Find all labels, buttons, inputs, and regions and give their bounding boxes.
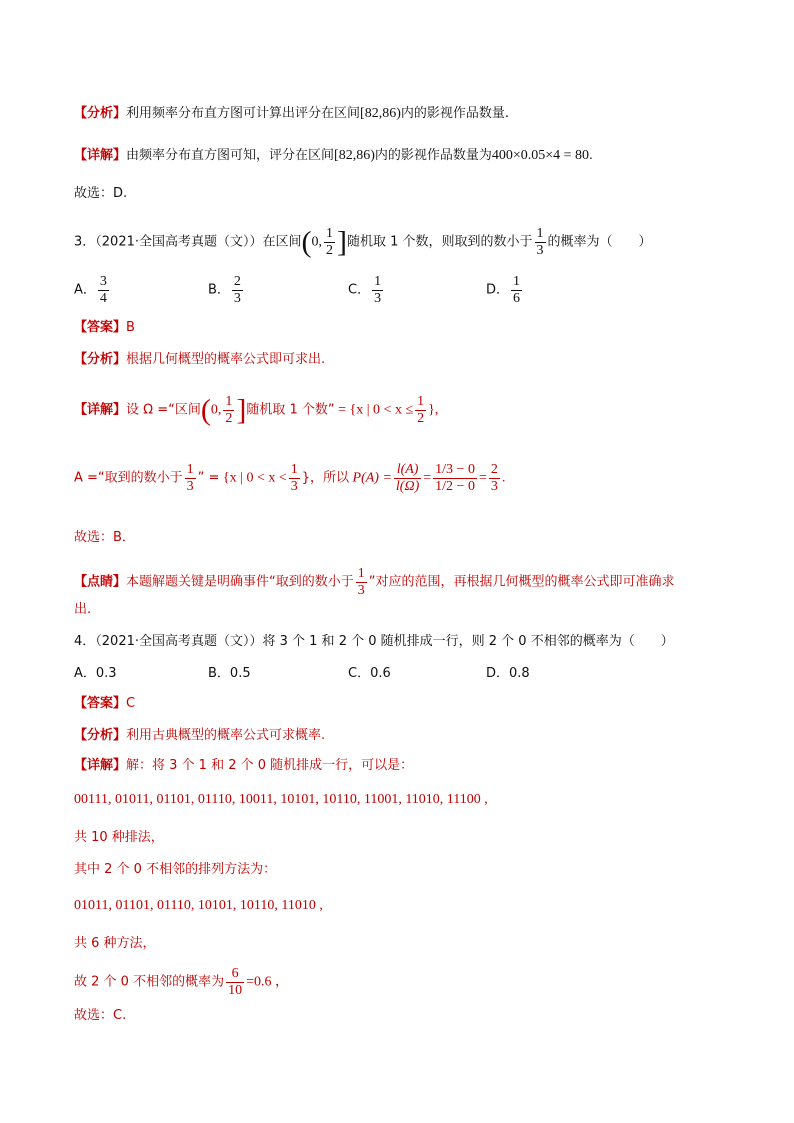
q4-total: 共 10 种排法，: [74, 830, 164, 845]
q3-option-a: [74, 274, 111, 307]
q3-detail-2: A =“取到的数小于 $\frac{1}{3}$ ” = {x | 0 < x < $\frac{1}{3}$ }，所以 P(A) = $\frac{l(A)}{l(\Omega)}$ = $\frac{1/3 - 0}{1/2 - 0}$ = $\frac{2}{3}$ .: [74, 462, 506, 494]
analysis-text-end: 内的影视作品数量.: [400, 106, 509, 121]
q4-detail: [74, 756, 413, 776]
detail-tag: 【详解】: [74, 148, 127, 163]
frac-num: 2: [233, 274, 241, 289]
detail-tag: 【详解】: [74, 402, 127, 418]
detail-math: 400×0.05×4 = 80: [491, 148, 590, 163]
option-label: A．: [74, 666, 96, 681]
q4-analysis: [74, 726, 325, 746]
option-label: B．: [208, 282, 230, 298]
q4-list-ok: 01011, 01101, 01110, 10101, 10110, 11010 ,: [74, 898, 323, 913]
choose-p1: 故选：D.: [74, 186, 128, 201]
q3-stem-c: 的概率为（ ）: [547, 234, 652, 250]
option-frac: [98, 274, 109, 307]
point-text-b: ”对应的范围，再根据几何概型的概率公式即可准确求: [368, 574, 675, 590]
analysis-tag: 【分析】: [74, 728, 127, 743]
q4-option-b: [208, 662, 251, 681]
frac-den: 3: [290, 479, 298, 494]
bracket-right: ]: [337, 225, 347, 259]
frac-num: l(A): [396, 462, 419, 477]
answer-tag: 【答案】: [74, 320, 127, 335]
event-def-b: ” =: [197, 470, 220, 486]
detail-line-p1: [74, 146, 593, 166]
option-frac: [372, 274, 383, 307]
q4-option-a: [74, 662, 117, 681]
paren-left: (: [301, 225, 312, 259]
option-value: 0.6: [370, 666, 391, 681]
option-label: A．: [74, 282, 96, 298]
answer-value: B: [126, 320, 135, 335]
result-end: .: [501, 470, 506, 486]
interval-left: 0,: [210, 402, 222, 418]
q3-analysis: [74, 350, 325, 370]
analysis-tag: 【分析】: [74, 106, 127, 121]
option-label: C．: [348, 666, 371, 681]
half-frac: [223, 394, 234, 427]
q3-option-d: [486, 274, 524, 307]
frac-num: 1: [417, 394, 425, 409]
frac-den: 3: [357, 583, 365, 598]
frac-num: 1: [186, 462, 194, 477]
frac-num: 1: [357, 566, 365, 581]
q3-answer: [74, 318, 135, 338]
half-frac: [415, 394, 426, 427]
frac-num: 1: [290, 462, 298, 477]
q3-half-frac: [324, 226, 335, 259]
option-value: 0.8: [509, 666, 530, 681]
analysis-text: 利用频率分布直方图可计算出评分在区间: [126, 106, 361, 121]
frac-num: 1/3 − 0: [435, 462, 475, 477]
compound-frac: [433, 462, 477, 495]
frac-num: 2: [490, 462, 498, 477]
point-text: 本题解题关键是明确事件“取到的数小于: [126, 574, 354, 590]
set-end: }，所以: [301, 470, 350, 486]
analysis-text: 根据几何概型的概率公式即可求出.: [126, 352, 326, 367]
length-ratio: [394, 462, 421, 495]
q3-option-b: [208, 274, 245, 307]
detail-end: .: [589, 148, 593, 163]
frac-den: 6: [513, 291, 521, 306]
frac-num: 3: [99, 274, 107, 289]
q4-answer: [74, 694, 135, 714]
frac-den: 2: [225, 411, 233, 426]
q4-prob: [74, 966, 289, 999]
frac-den: 10: [228, 983, 243, 998]
q3-stem: [74, 226, 652, 259]
q4-option-d: [486, 662, 530, 681]
prob-result: =0.6 ，: [246, 974, 289, 990]
set-expr: = {x | 0 < x ≤: [338, 402, 414, 418]
q3-stem-b: 随机取 1 个数，则取到的数小于: [347, 234, 533, 250]
q3-detail-1: [74, 394, 438, 427]
detail-text: 设 Ω =“区间: [126, 402, 201, 418]
frac-den: 3: [233, 291, 241, 306]
q3-point: [74, 566, 675, 599]
frac-num: 6: [231, 966, 239, 981]
detail-tag: 【详解】: [74, 758, 127, 773]
q4-stem: 4．（2021·全国高考真题（文））将 3 个 1 和 2 个 0 随机排成一行，则 2 个 0 不相邻的概率为（ ）: [74, 634, 674, 649]
analysis-text: 利用古典概型的概率公式可求概率.: [126, 728, 326, 743]
interval-text: [82,86): [334, 148, 375, 163]
option-label: B．: [208, 666, 230, 681]
frac-num: 1: [326, 226, 333, 241]
interval-text: [82,86): [360, 106, 401, 121]
frac-num: 1: [536, 226, 544, 241]
detail-text: 由频率分布直方图可知，评分在区间: [126, 148, 335, 163]
q4-among: 其中 2 个 0 不相邻的排列方法为：: [74, 862, 277, 877]
event-def: A =“取到的数小于: [74, 470, 183, 486]
point-tag: 【点睛】: [74, 574, 127, 590]
analysis-tag: 【分析】: [74, 352, 127, 367]
q3-choose: 故选：B．: [74, 530, 135, 545]
prob-text: 故 2 个 0 不相邻的概率为: [74, 974, 225, 990]
frac-num: 1: [225, 394, 233, 409]
detail-text-mid: 内的影视作品数量为: [374, 148, 492, 163]
frac-den: l(Ω): [395, 479, 420, 494]
q4-list-all: 00111, 01011, 01101, 01110, 10011, 10101, 10110, 11001, 11010, 11100 ,: [74, 792, 488, 807]
third-frac: [356, 566, 367, 599]
q4-count: 共 6 种方法，: [74, 936, 156, 951]
frac-den: 2: [417, 411, 425, 426]
frac-den: 4: [99, 291, 107, 306]
option-label: D．: [486, 666, 510, 681]
detail-text: 解：将 3 个 1 和 2 个 0 随机排成一行，可以是：: [126, 758, 414, 773]
prob-frac: [226, 966, 244, 999]
q3-option-c: [348, 274, 385, 307]
set-end: },: [428, 402, 439, 418]
q3-stem-a: 3．（2021·全国高考真题（文））在区间: [74, 234, 302, 250]
bracket-right: ]: [236, 393, 247, 427]
option-value: 0.5: [229, 666, 251, 681]
frac-den: 3: [536, 243, 544, 258]
option-label: C．: [348, 282, 371, 298]
option-frac: [511, 274, 522, 307]
third-frac: [185, 462, 196, 495]
prob-expr: P(A) =: [352, 470, 392, 486]
frac-den: 3: [490, 479, 498, 494]
answer-tag: 【答案】: [74, 696, 127, 711]
result-frac: [489, 462, 500, 495]
q3-interval-left: 0,: [311, 234, 322, 250]
frac-den: 2: [326, 243, 333, 258]
frac-den: 1/2 − 0: [435, 479, 475, 494]
q4-choose: 故选：C.: [74, 1008, 127, 1023]
option-value: 0.3: [95, 666, 117, 681]
frac-den: 3: [186, 479, 194, 494]
q4-option-c: [348, 662, 391, 681]
q3-third-frac: [535, 226, 546, 259]
option-frac: [232, 274, 243, 307]
paren-left: (: [200, 393, 211, 427]
option-label: D．: [486, 282, 510, 298]
frac-num: 1: [374, 274, 382, 289]
q3-point-c: 出.: [74, 602, 92, 617]
set-expr: {x | 0 < x <: [222, 470, 287, 486]
answer-value: C: [126, 696, 136, 711]
detail-text-b: 随机取 1 个数”: [246, 402, 335, 418]
third-frac: [289, 462, 300, 495]
analysis-line-p1: [74, 104, 509, 124]
frac-num: 1: [513, 274, 521, 289]
frac-den: 3: [374, 291, 382, 306]
